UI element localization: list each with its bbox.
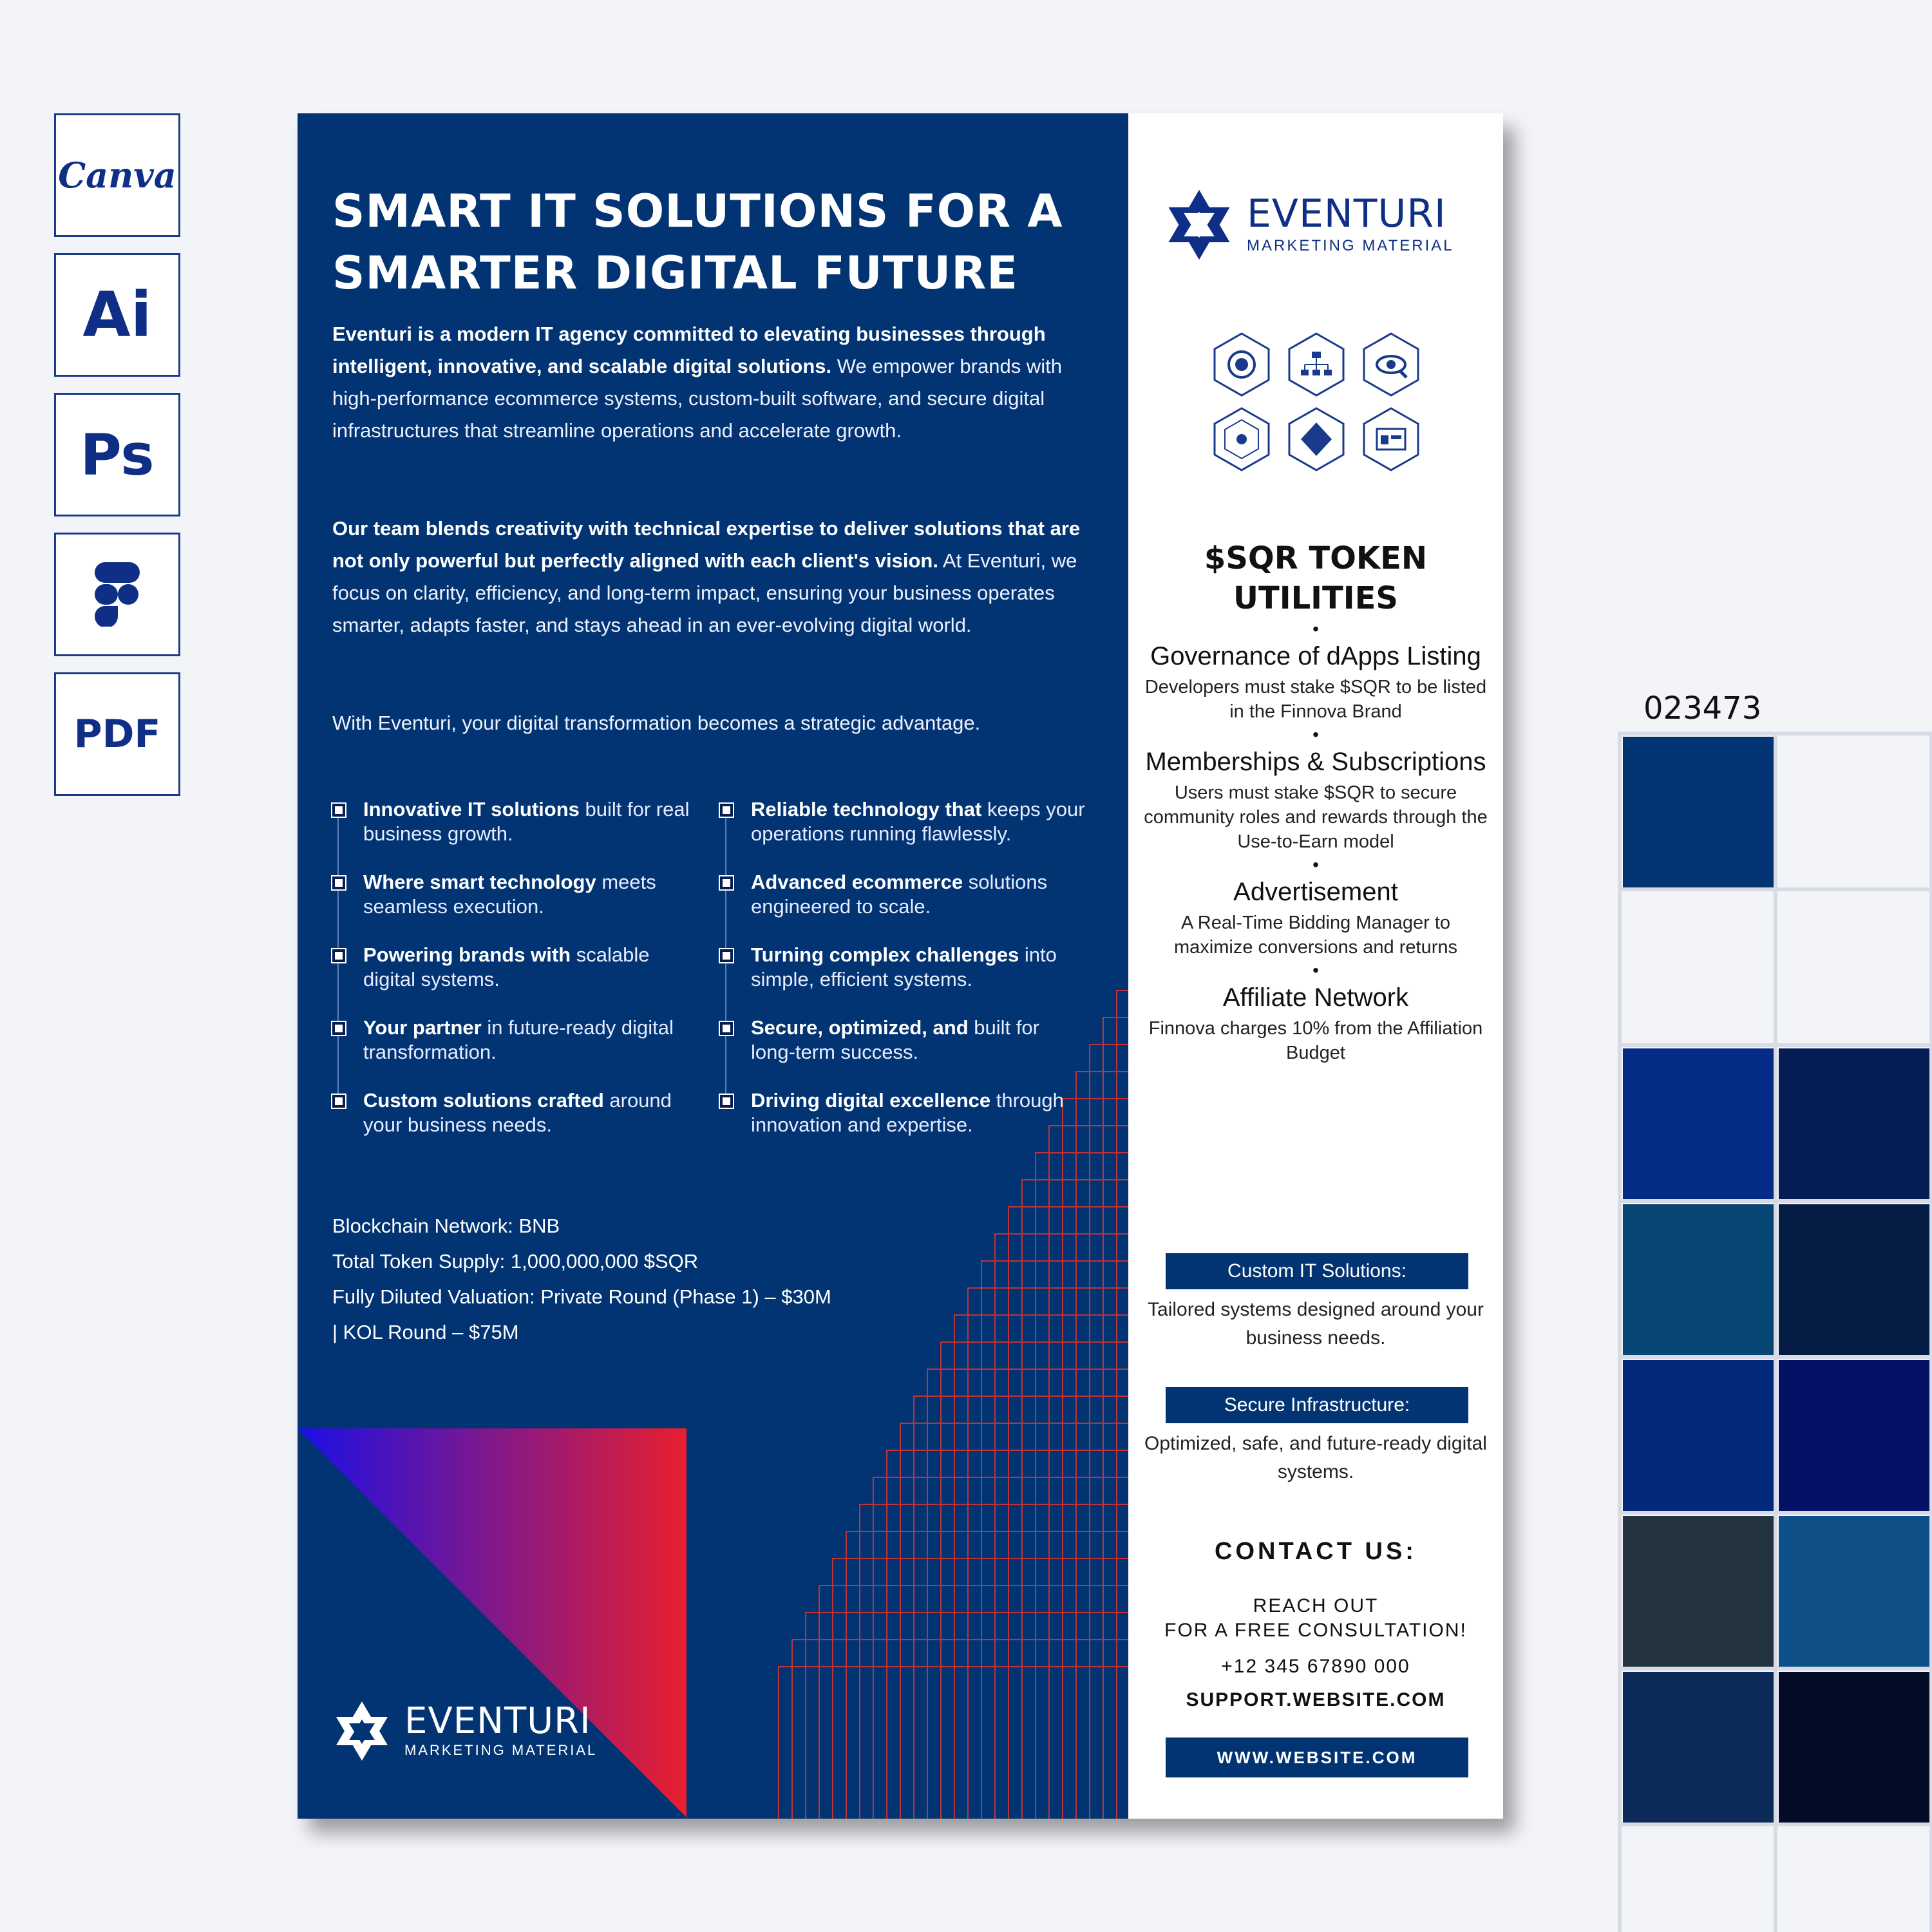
intro-bold: Eventuri is a modern IT agency committed to elevating businesses through intelligent, innovative, and scalable digital solutions. (332, 323, 1046, 377)
star-logo-icon (332, 1699, 392, 1763)
logo-subtitle: MARKETING MATERIAL (1247, 237, 1454, 254)
format-badges (54, 113, 180, 812)
feature-rest: around your business needs. (363, 1089, 672, 1136)
color-swatch (1623, 1048, 1774, 1199)
bullet-icon (720, 1095, 733, 1108)
contact-title: CONTACT US: (1215, 1538, 1417, 1565)
website-button[interactable]: WWW.WEBSITE.COM (1166, 1738, 1468, 1777)
token-supply: Total Token Supply: 1,000,000,000 $SQR (332, 1250, 699, 1273)
token-utilities (1141, 538, 1490, 1065)
color-swatch (1623, 1360, 1774, 1511)
dashboard-icon (1364, 408, 1418, 470)
header-logo (1166, 187, 1454, 263)
contact-section (1141, 1538, 1490, 1711)
reach-line-2: FOR A FREE CONSULTATION! (1164, 1620, 1467, 1641)
token-valuation: Fully Diluted Valuation: Private Round (Phase 1) – $30M (332, 1285, 831, 1308)
feature-item (720, 1016, 1087, 1088)
feature-item (720, 870, 1087, 943)
feature-bold: Driving digital excellence (751, 1089, 991, 1112)
flyer-left-panel (298, 113, 1128, 1819)
utility-description: A Real-Time Bidding Manager to maximize conversions and returns (1173, 913, 1457, 958)
illustrator-badge (54, 253, 180, 377)
feature-bold: Innovative IT solutions (363, 798, 580, 820)
feature-bold: Custom solutions crafted (363, 1089, 604, 1112)
sitemap-icon (1289, 334, 1343, 395)
utility-description: Developers must stake $SQR to be listed in the Finnova Brand (1144, 677, 1487, 722)
team-paragraph (332, 513, 1086, 641)
feature-bold: Powering brands with (363, 943, 571, 966)
color-swatch (1623, 1672, 1774, 1823)
feature-rest: scalable digital systems. (363, 943, 650, 990)
bullet-dot: • (1312, 960, 1319, 980)
layers-icon (1289, 408, 1343, 470)
bullet-icon (332, 1095, 345, 1108)
hex-icon-grid (1213, 326, 1419, 484)
utility-heading: Affiliate Network (1222, 983, 1409, 1012)
feature-item (720, 943, 1087, 1016)
feature-column-left (332, 797, 699, 1161)
feature-rest: built for real business growth. (363, 798, 690, 845)
color-swatch (1779, 737, 1929, 887)
feature-column-right (720, 797, 1087, 1161)
utility-heading: Memberships & Subscriptions (1145, 748, 1486, 776)
feature-bold: Advanced ecommerce (751, 871, 963, 893)
utilities-title (1141, 538, 1490, 618)
bullet-icon (332, 949, 345, 962)
utility-heading: Advertisement (1233, 878, 1398, 906)
color-swatch (1779, 1672, 1929, 1823)
bullet-icon (720, 876, 733, 889)
secure-infra-tag: Secure Infrastructure: (1166, 1387, 1468, 1423)
feature-item (332, 943, 699, 1016)
logo-name: EVENTURI (1247, 191, 1446, 236)
team-bold: Our team blends creativity with technical expertise to deliver solutions that are not only powerful but perfectly aligned with each client's vision. (332, 517, 1081, 572)
color-swatch (1623, 1516, 1774, 1667)
feature-item (720, 797, 1087, 870)
feature-bold: Your partner (363, 1016, 482, 1039)
custom-it-tag: Custom IT Solutions: (1166, 1253, 1468, 1289)
intro-rest: We empower brands with high-performance ecommerce systems, custom-built software, and secure digital infrastructures that streamline operations and accelerate growth. (332, 355, 1062, 442)
network-node-icon (1215, 408, 1269, 470)
target-icon (1215, 334, 1269, 395)
feature-rest: keeps your operations running flawlessly. (751, 798, 1085, 845)
logo-name: EVENTURI (404, 1700, 591, 1742)
bullet-icon (720, 804, 733, 817)
color-swatch (1623, 737, 1774, 887)
bullet-dot: • (1312, 724, 1319, 744)
feature-item (332, 870, 699, 943)
utilities-title-line-2: UTILITIES (1233, 580, 1398, 616)
footer-logo (332, 1699, 597, 1763)
token-network: Blockchain Network: BNB (332, 1215, 560, 1237)
eye-search-icon (1364, 334, 1418, 395)
bullet-icon (720, 949, 733, 962)
reach-line-1: REACH OUT (1253, 1595, 1379, 1616)
figma-badge (54, 533, 180, 656)
utility-description: Users must stake $SQR to secure community roles and rewards through the Use-to-Earn model (1144, 782, 1488, 852)
color-swatch (1779, 1048, 1929, 1199)
feature-item (332, 797, 699, 870)
palette-code: 023473 (1643, 690, 1762, 726)
bullet-icon (332, 1022, 345, 1035)
secure-infra-description: Optimized, safe, and future-ready digital systems. (1144, 1433, 1487, 1482)
feature-bold: Where smart technology (363, 871, 596, 893)
feature-list (332, 797, 1092, 1145)
custom-it-description: Tailored systems designed around your business needs. (1148, 1299, 1484, 1349)
feature-item (332, 1088, 699, 1161)
utility-heading: Governance of dApps Listing (1150, 642, 1481, 670)
intro-paragraph (332, 318, 1086, 447)
token-kol-round: | KOL Round – $75M (332, 1321, 519, 1343)
color-swatch (1779, 893, 1929, 1043)
reach-out-text (1141, 1594, 1490, 1643)
flyer-right-panel (1128, 113, 1503, 1819)
headline-line-2: SMARTER DIGITAL FUTURE (332, 247, 1018, 299)
feature-rest: in future-ready digital transformation. (363, 1016, 674, 1063)
ai-label: Ai (82, 279, 152, 351)
figma-icon (95, 562, 140, 627)
color-swatch (1623, 893, 1774, 1043)
feature-item (720, 1088, 1087, 1161)
utility-description: Finnova charges 10% from the Affiliation Budget (1148, 1018, 1483, 1063)
color-swatch (1779, 1516, 1929, 1667)
bullet-icon (720, 1022, 733, 1035)
bullet-dot: • (1312, 619, 1319, 639)
pdf-badge (54, 672, 180, 796)
color-swatch (1779, 1204, 1929, 1355)
closing-paragraph: With Eventuri, your digital transformation becomes a strategic advantage. (332, 712, 981, 734)
pdf-label: PDF (73, 712, 161, 757)
feature-rest: meets seamless execution. (363, 871, 656, 918)
feature-bold: Secure, optimized, and (751, 1016, 969, 1039)
headline-line-1: SMART IT SOLUTIONS FOR A (332, 185, 1063, 238)
feature-item (332, 1016, 699, 1088)
bullet-icon (332, 876, 345, 889)
feature-rest: built for long-term success. (751, 1016, 1039, 1063)
feature-bold: Turning complex challenges (751, 943, 1019, 966)
headline (332, 180, 1079, 304)
canva-label: Canva (58, 155, 176, 196)
bullet-icon (332, 804, 345, 817)
color-swatch (1623, 1204, 1774, 1355)
flyer-mockup (298, 113, 1503, 1819)
logo-subtitle: MARKETING MATERIAL (404, 1742, 598, 1758)
canva-badge (54, 113, 180, 237)
feature-bold: Reliable technology that (751, 798, 982, 820)
feature-rest: solutions engineered to scale. (751, 871, 1048, 918)
feature-rest: through innovation and expertise. (751, 1089, 1064, 1136)
phone-number: +12 345 67890 000 (1221, 1656, 1410, 1677)
utilities-title-line-1: $SQR TOKEN (1204, 540, 1428, 576)
feature-rest: into simple, efficient systems. (751, 943, 1057, 990)
bullet-dot: • (1312, 855, 1319, 875)
ps-label: Ps (80, 421, 155, 488)
photoshop-badge (54, 393, 180, 516)
star-logo-icon (1166, 187, 1233, 263)
team-rest: At Eventuri, we focus on clarity, efficiency, and long-term impact, ensuring your business operates smarter, adapts faster, and stays ahead in an ever-evolving digital world. (332, 549, 1077, 636)
token-info (332, 1208, 912, 1350)
support-email: SUPPORT.WEBSITE.COM (1186, 1689, 1446, 1710)
color-swatch (1779, 1360, 1929, 1511)
